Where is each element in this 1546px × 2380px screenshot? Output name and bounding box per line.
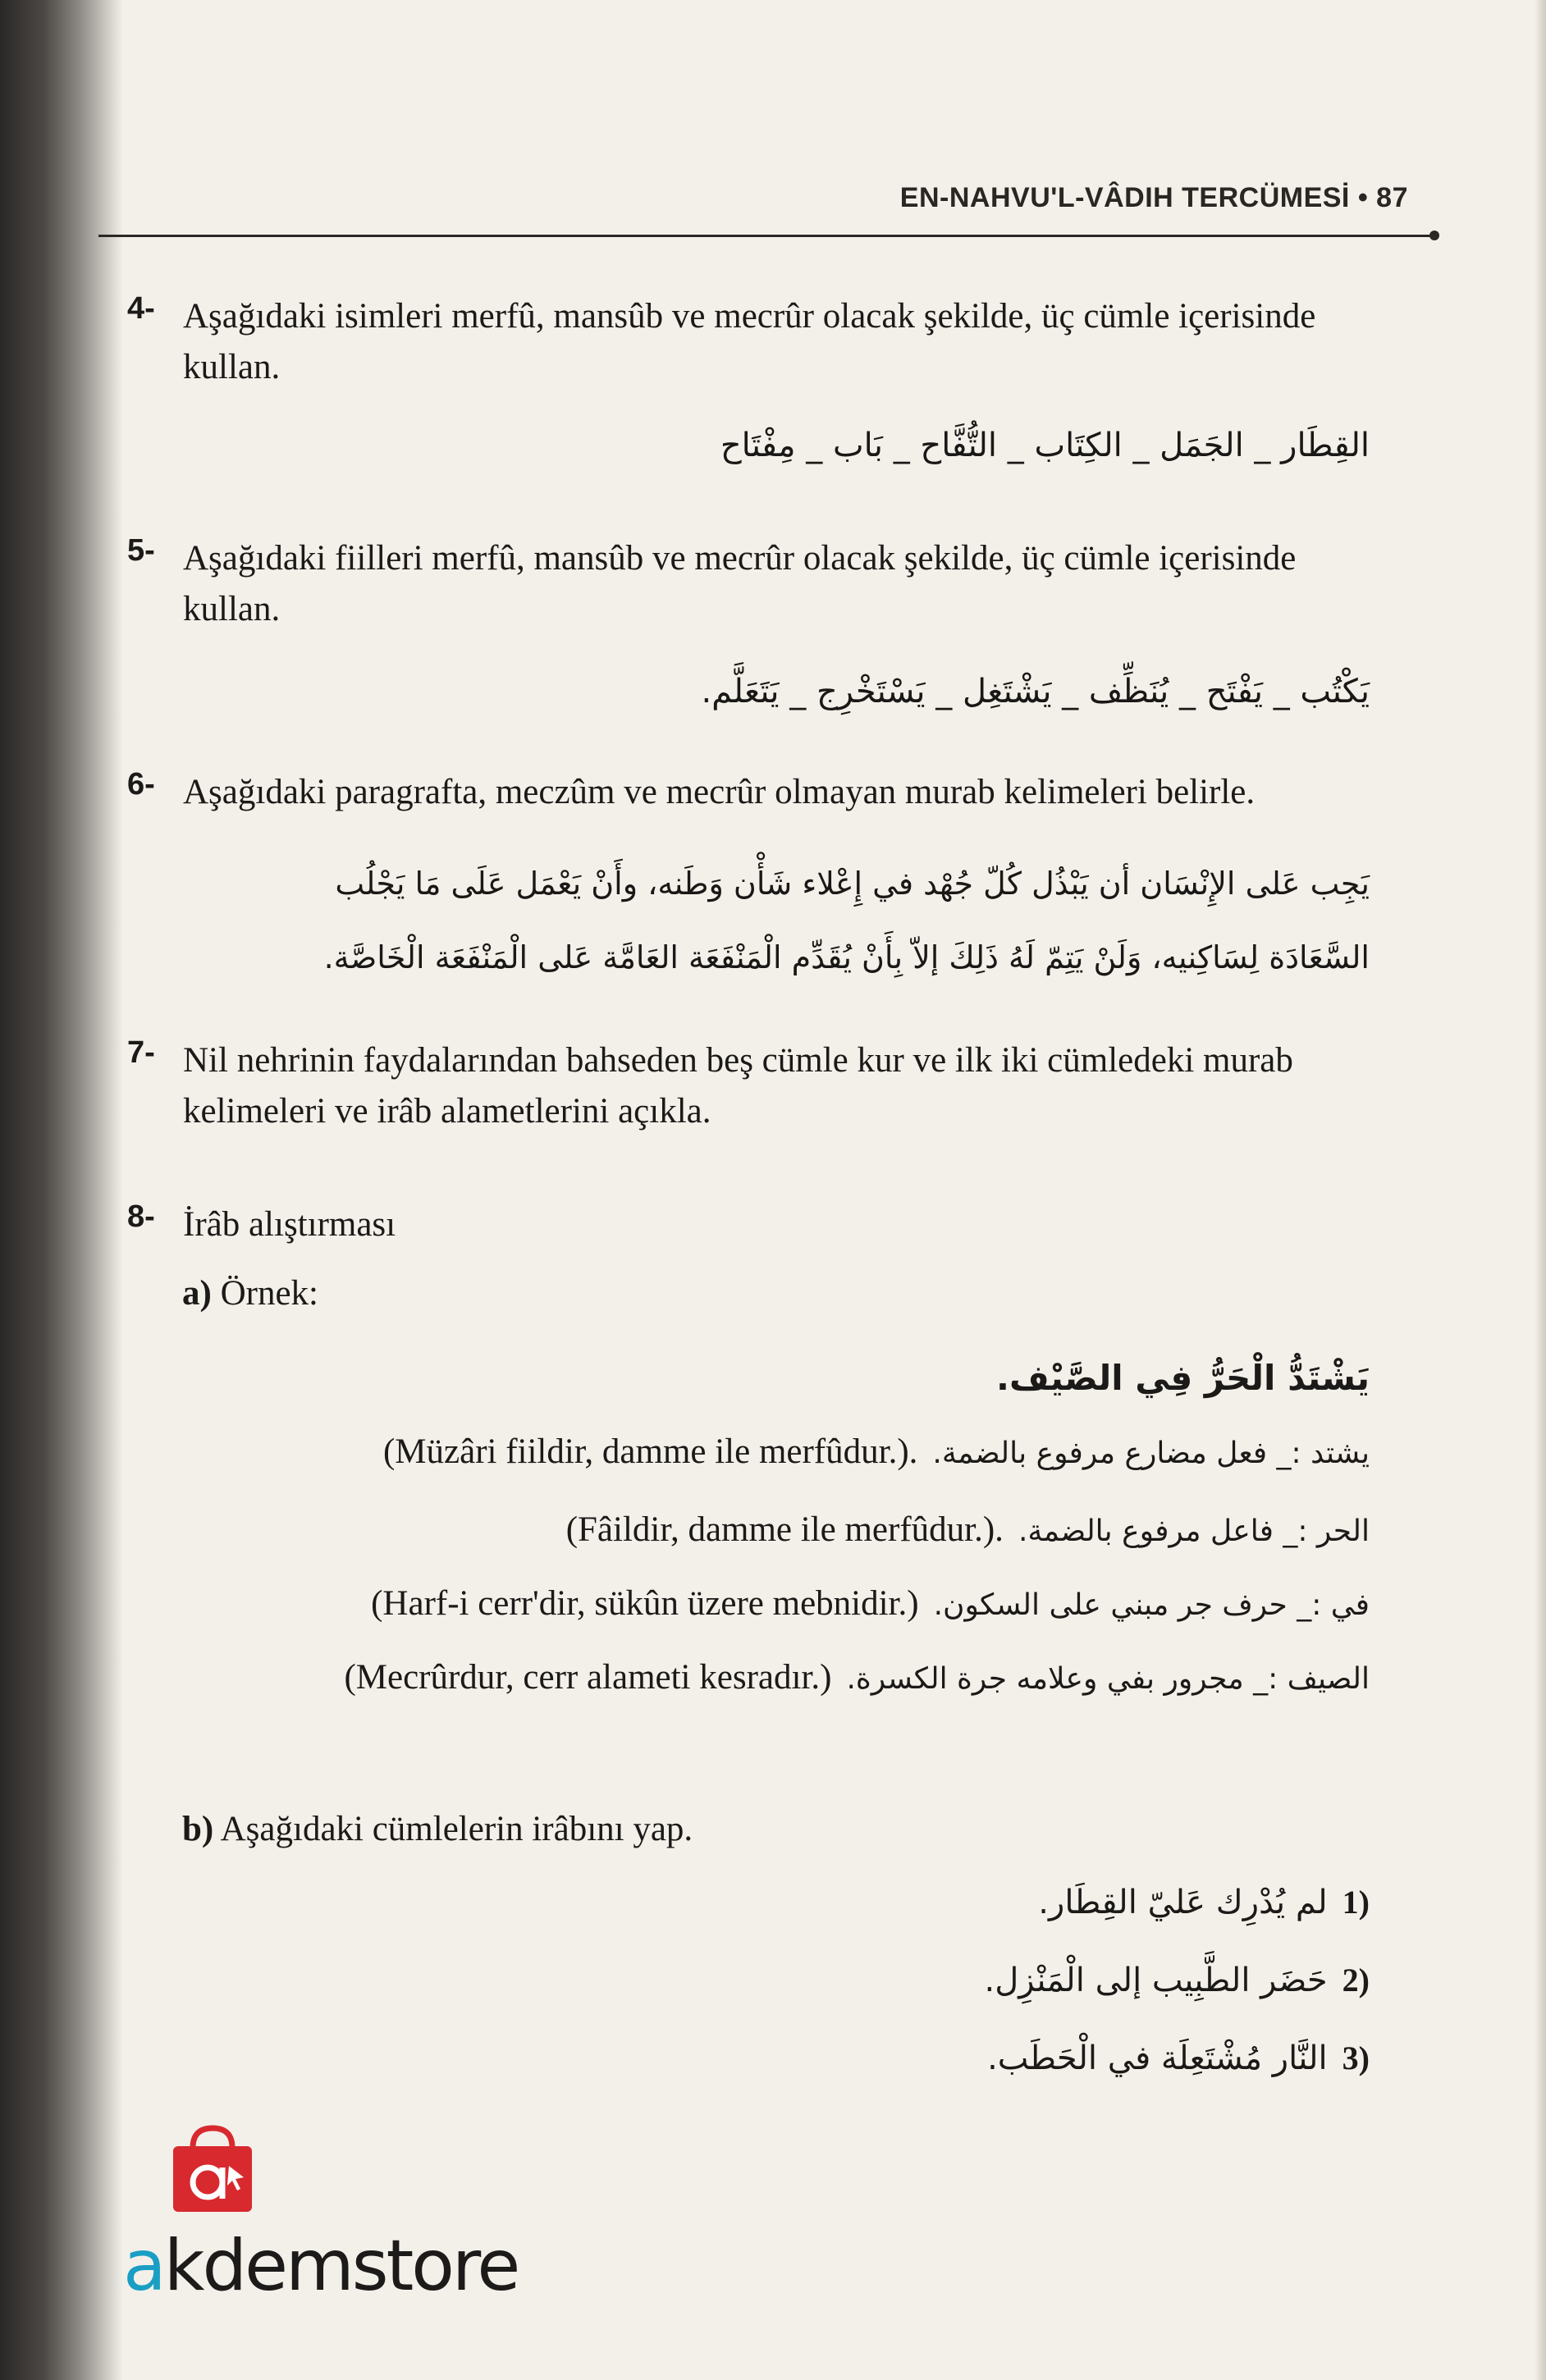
exercise-5 — [127, 533, 1374, 635]
exercise-text: Nil nehrinin faydalarından bahseden beş cümle kur ve ilk iki cümledeki murab kelimeleri ve irâb alametlerini açıkla. — [183, 1041, 1293, 1131]
exercise-number: 7- — [127, 1035, 155, 1070]
exercise-6-arabic-line-2: السَّعَادَة لِسَاكِنيه، وَلَنْ يَتِمّ لَهُ ذَلِكَ إلاّ بِأَنْ يُقَدِّم الْمَنْفَعَة العَامَّة عَلى الْمَنْفَعَة الْخَاصَّة. — [323, 939, 1370, 975]
exercise-number: 8- — [127, 1199, 155, 1234]
exercise-text: Aşağıdaki paragrafta, meczûm ve mecrûr olmayan murab kelimeleri belirle. — [183, 773, 1256, 811]
analysis-row — [383, 1432, 1370, 1472]
practice-sentence-text: حَضَر الطَّبِيب إلى الْمَنْزِل. — [984, 1962, 1328, 1999]
practice-sentence-text: النَّار مُشْتَعِلَة في الْحَطَب. — [987, 2040, 1328, 2077]
exercise-text: Aşağıdaki isimleri merfû, mansûb ve mecrûr olacak şekilde, üç cümle içerisinde kullan. — [183, 297, 1316, 386]
exercise-number: 4- — [127, 291, 155, 326]
exercise-7 — [127, 1035, 1374, 1137]
practice-sentence-number: 1) — [1342, 1884, 1370, 1921]
analysis-turkish: (Fâildir, damme ile merfûdur.). — [565, 1510, 1004, 1549]
exercise-6 — [127, 767, 1374, 818]
analysis-arabic: في :_ حرف جر مبني على السكون. — [933, 1588, 1370, 1622]
analysis-row — [344, 1657, 1370, 1697]
running-header: EN-NAHVU'L-VÂDIH TERCÜMESİ • 87 — [899, 182, 1408, 213]
exercise-8 — [127, 1199, 1374, 1250]
practice-sentence — [985, 1961, 1370, 1999]
example-sentence: يَشْتَدُّ الْحَرُّ فِي الصَّيْف. — [995, 1358, 1370, 1398]
exercise-5-arabic: يَكْتُب _ يَفْتَح _ يُنَظِّف _ يَشْتَغِل _ يَسْتَخْرِج _ يَتَعَلَّم. — [701, 673, 1370, 710]
practice-sentence — [1038, 1883, 1370, 1921]
part-a-label: a) — [182, 1274, 212, 1313]
part-b-label: b) — [182, 1810, 214, 1848]
practice-sentence-number: 3) — [1342, 2040, 1370, 2076]
practice-sentence — [987, 2039, 1370, 2077]
page-edge — [1535, 0, 1546, 2380]
part-b — [182, 1809, 693, 1849]
exercise-number: 5- — [127, 533, 155, 568]
header-rule — [98, 235, 1436, 237]
part-a — [182, 1273, 318, 1313]
analysis-arabic: يشتد :_ فعل مضارع مرفوع بالضمة. — [932, 1437, 1370, 1470]
analysis-row — [371, 1583, 1370, 1624]
analysis-turkish: (Mecrûrdur, cerr alameti kesradır.) — [344, 1658, 832, 1697]
book-spine-shadow — [0, 0, 123, 2380]
brand-watermark: akdemstore — [123, 2225, 519, 2307]
exercise-4-arabic: القِطَار _ الجَمَل _ الكِتَاب _ التُّفَّاح _ بَاب _ مِفْتَاح — [720, 427, 1370, 464]
analysis-turkish: (Müzâri fiildir, damme ile merfûdur.). — [382, 1432, 918, 1471]
part-a-text: Örnek: — [220, 1274, 318, 1313]
part-b-text: Aşağıdaki cümlelerin irâbını yap. — [220, 1810, 693, 1848]
exercise-text: Aşağıdaki fiilleri merfû, mansûb ve mecrûr olacak şekilde, üç cümle içerisinde kullan. — [183, 539, 1297, 628]
analysis-arabic: الصيف :_ مجرور بفي وعلامه جرة الكسرة. — [846, 1662, 1370, 1696]
practice-sentence-number: 2) — [1342, 1962, 1370, 1999]
exercise-6-arabic-line-1: يَجِب عَلى الإِنْسَان أن يَبْذُل كُلّ جُهْد في إِعْلاء شَأْن وَطَنه، وأَنْ يَعْمَل عَلَى مَا يَجْلُب — [335, 866, 1370, 902]
analysis-arabic: الحر :_ فاعل مرفوع بالضمة. — [1018, 1514, 1370, 1548]
practice-sentence-text: لم يُدْرِك عَليّ القِطَار. — [1038, 1884, 1328, 1921]
shopping-bag-logo-icon — [168, 2123, 257, 2215]
analysis-row — [566, 1510, 1370, 1550]
exercise-4 — [127, 291, 1374, 393]
exercise-title: İrâb alıştırması — [183, 1205, 396, 1244]
analysis-turkish: (Harf-i cerr'dir, sükûn üzere mebnidir.) — [371, 1584, 919, 1623]
exercise-number: 6- — [127, 767, 155, 802]
